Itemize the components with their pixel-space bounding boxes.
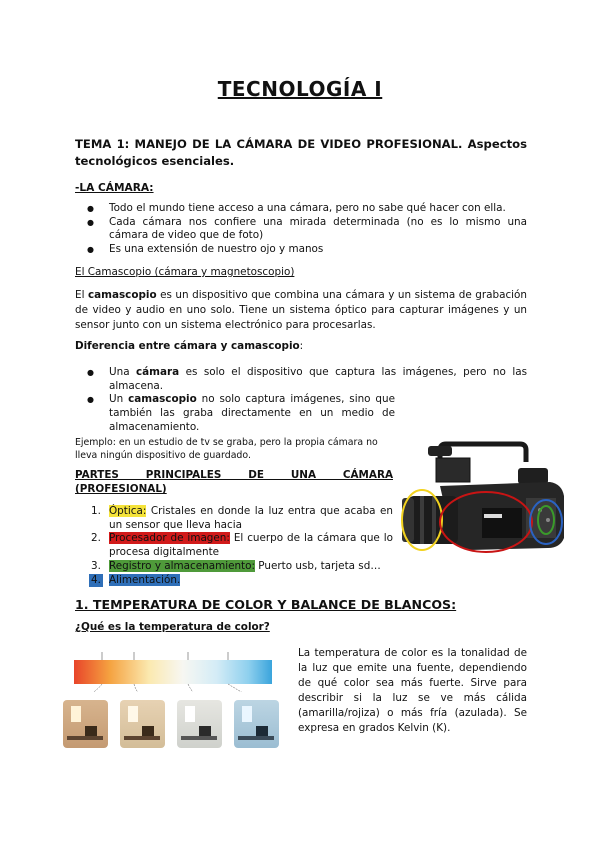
- highlight-yellow: Óptica:: [109, 505, 147, 517]
- camascopio-heading: El Camascopio (cámara y magnetoscopio): [75, 266, 295, 278]
- cool-room-thumbnail: [234, 700, 279, 748]
- camara-heading: -LA CÁMARA:: [75, 182, 154, 194]
- list-item: ● Es una extensión de nuestro ojo y manos: [75, 243, 527, 257]
- list-item: ● Una cámara es solo el dispositivo que captura las imágenes, pero no las almacena.: [75, 366, 527, 393]
- highlight-blue: Alimentación.: [109, 573, 181, 586]
- section-1-question: ¿Qué es la temperatura de color?: [75, 621, 270, 633]
- diferencia-bullet-list: [75, 366, 527, 435]
- partes-heading-line2: (PROFESIONAL): [75, 483, 167, 495]
- list-item: ● Todo el mundo tiene acceso a una cámara, pero no sabe qué hacer con ella.: [75, 202, 527, 216]
- camara-bullet-list: [75, 202, 527, 257]
- neutral-room-thumbnail: [177, 700, 222, 748]
- list-item: 3. Registro y almacenamiento: Puerto usb, tarjeta sd…: [91, 559, 381, 572]
- highlight-red: Procesador de imagen:: [109, 532, 230, 545]
- list-item: ● Cada cámara nos confiere una mirada determinada (no es lo mismo una cámara de video que de foto): [75, 216, 527, 243]
- page-title: TECNOLOGÍA I: [217, 77, 383, 101]
- partes-list: [75, 505, 393, 587]
- list-item: ● Un camascopio no solo captura imágenes, sino que también las graba directamente en un medio de almacenamiento.: [75, 393, 395, 434]
- list-item: 4. Alimentación.: [91, 573, 181, 586]
- diferencia-heading: Diferencia entre cámara y camascopio:: [75, 340, 304, 352]
- warm-room-thumbnail: [120, 700, 165, 748]
- camera-image: [400, 438, 570, 572]
- warm-room-thumbnail: [63, 700, 108, 748]
- example-note: Ejemplo: en un estudio de tv se graba, pero la propia cámara no lleva ningún dispositivo de guardado.: [75, 437, 378, 462]
- list-item: 1. Óptica: Cristales en donde la luz entra que acaba en un sensor que lleva hacia: [91, 505, 393, 531]
- color-temperature-paragraph: La temperatura de color es la tonalidad de la luz que emite una fuente, dependiendo de qué color sea más fuerte. Sirve para describir si la luz se ve más cálida (amarilla/rojiza) o más fría (azulada). Se expresa en grados Kelvin (K).: [298, 647, 527, 735]
- topic-heading: TEMA 1: MANEJO DE LA CÁMARA DE VIDEO PROFESIONAL. Aspectos tecnológicos esenciales.: [75, 137, 527, 169]
- partes-heading: PARTES PRINCIPALES DE UNA CÁMARA: [75, 469, 393, 481]
- camascopio-paragraph: El camascopio es un dispositivo que combina una cámara y un sistema de grabación de video y audio en uno solo. Tiene un sistema óptico para capturar imágenes y un sensor junto con un sistema electrónico para procesarlas.: [75, 289, 527, 332]
- section-1-title: 1. TEMPERATURA DE COLOR Y BALANCE DE BLANCOS:: [75, 597, 457, 612]
- highlight-green: Registro y almacenamiento:: [109, 559, 255, 572]
- list-item: 2. Procesador de imagen: El cuerpo de la cámara que lo procesa digitalmente: [91, 532, 393, 559]
- color-temperature-gradient: [72, 646, 276, 692]
